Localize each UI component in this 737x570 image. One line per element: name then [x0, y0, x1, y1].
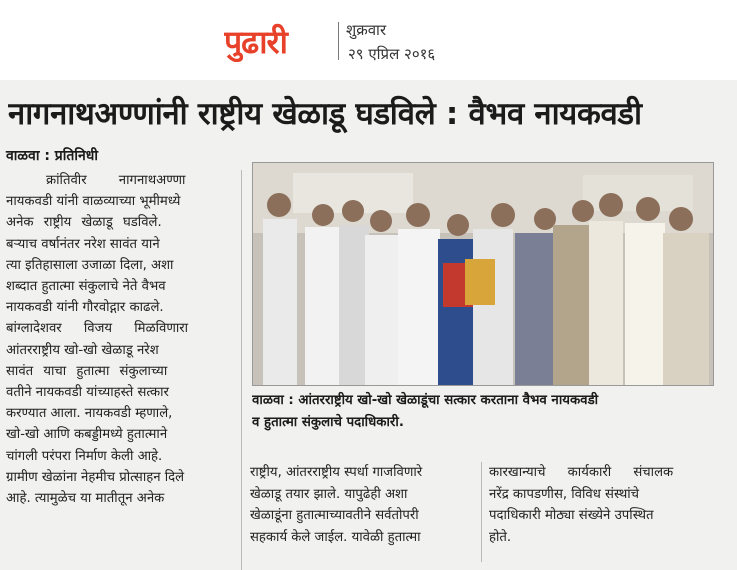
text-line: सहकार्य केले जाईल. यावेळी हुतात्मा [250, 529, 421, 545]
photo-caption [252, 390, 727, 434]
text-line: आहे. त्यामुळेच या मातीतून अनेक [6, 491, 165, 507]
photo-illustration [253, 163, 713, 385]
text-line: कारखान्याचे कार्यकारी संचालक [489, 465, 674, 480]
article-column-1 [6, 170, 234, 570]
event-photo [252, 162, 714, 386]
text-line: नरेंद्र कापडणीस, विविध संस्थांचे [489, 486, 640, 502]
publication-day: शुक्रवार [346, 21, 387, 39]
column-rule [241, 170, 242, 570]
article-column-2 [250, 462, 476, 548]
text-line: पदाधिकारी मोठ्या संख्येने उपस्थित [489, 508, 654, 523]
text-line: होते. [489, 529, 512, 545]
text-line: शब्दात हुतात्मा संकुलाचे नेते वैभव [6, 279, 166, 295]
text-line: अनेक राष्ट्रीय खेळाडू घडविले. [6, 215, 162, 231]
text-line: नायकवडी यांनी वाळव्याच्या भूमीमध्ये [6, 194, 181, 210]
text-line: सावंत याचा हुतात्मा संकुलाच्या [6, 363, 168, 379]
text-line: खेळाडू तयार झाले. यापुढेही अशा [250, 486, 408, 502]
text-line: त्या इतिहासाला उजाळा दिला, अशा [6, 257, 174, 273]
text-line: नायकवडी यांनी गौरवोद्गार काढले. [6, 300, 164, 316]
caption-line: व हुतात्मा संकुलाचे पदाधिकारी. [252, 415, 404, 430]
publication-date: २९ एप्रिल २०१६ [348, 45, 436, 63]
text-line: राष्ट्रीय, आंतरराष्ट्रीय स्पर्धा गाजविणारे [250, 465, 423, 480]
text-line: आंतरराष्ट्रीय खो-खो खेळाडू नरेश [6, 342, 159, 358]
text-line: बांग्लादेशवर विजय मिळविणारा [6, 321, 189, 337]
newspaper-logo: पुढारी [224, 23, 287, 61]
article [0, 80, 737, 570]
text-line: चांगली परंपरा निर्माण केली आहे. [6, 448, 163, 464]
masthead-divider [338, 22, 339, 60]
headline: नागनाथअण्णांनी राष्ट्रीय खेळाडू घडविले : वैभव नायकवडी [8, 96, 642, 132]
text-line: वतीने नायकवडी यांच्याहस्ते सत्कार [6, 385, 169, 401]
text-line: ग्रामीण खेळांना नेहमीच प्रोत्साहन दिले [6, 469, 185, 485]
text-line: खो-खो आणि कबड्डीमध्ये हुतात्माने [6, 427, 168, 443]
text-line: बऱ्याच वर्षानंतर नरेश सावंत याने [6, 236, 160, 252]
masthead [0, 0, 737, 80]
column-rule [481, 462, 482, 562]
byline: वाळवा : प्रतिनिधी [6, 148, 99, 164]
text-line: खेळाडूंना हुतात्माच्यावतीने सर्वतोपरी [250, 508, 419, 523]
caption-line: वाळवा : आंतरराष्ट्रीय खो-खो खेळाडूंचा सत्कार करताना वैभव नायकवडी [252, 393, 599, 408]
text-line: क्रांतिवीर नागनाथअण्णा [46, 173, 186, 188]
article-column-3 [489, 462, 721, 548]
text-line: करण्यात आला. नायकवडी म्हणाले, [6, 406, 173, 422]
